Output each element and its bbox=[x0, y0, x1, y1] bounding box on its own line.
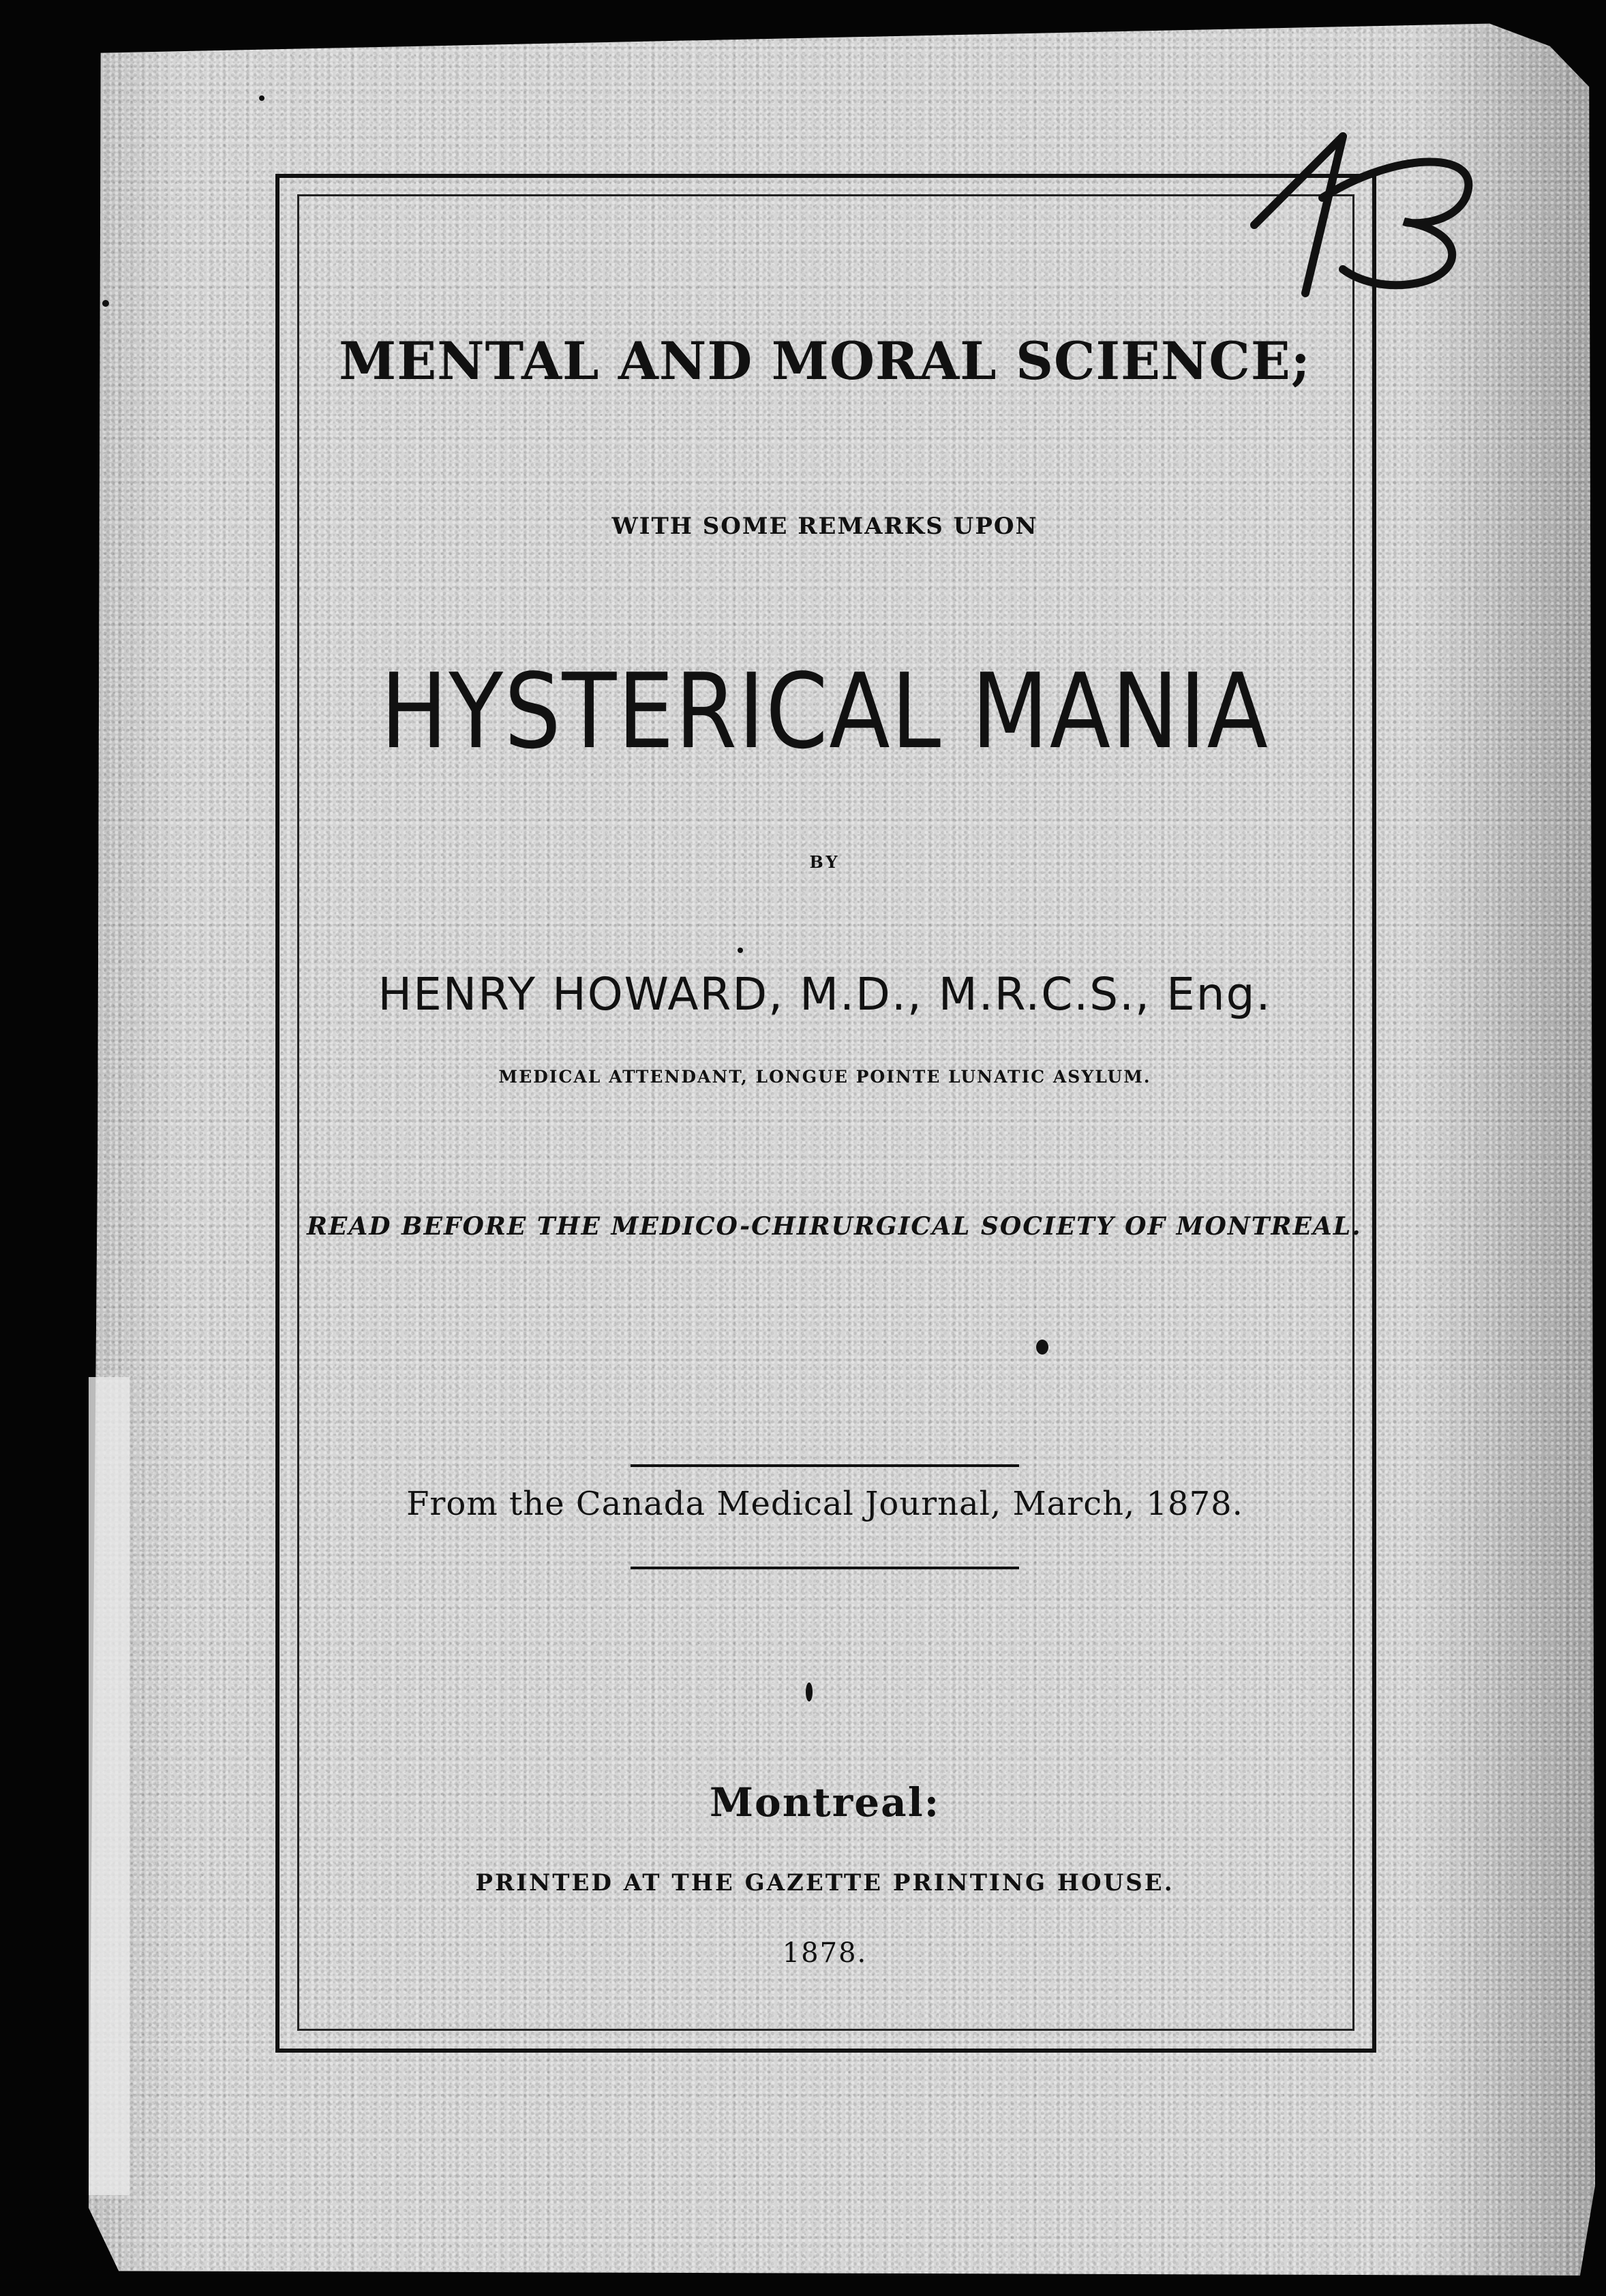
ink-speck bbox=[259, 95, 264, 101]
main-title: HYSTERICAL MANIA bbox=[380, 651, 1269, 772]
printer-line: PRINTED AT THE GAZETTE PRINTING HOUSE. bbox=[475, 1869, 1175, 1897]
ink-speck bbox=[102, 300, 109, 307]
place-of-publication: Montreal: bbox=[709, 1779, 941, 1826]
divider-rule-top bbox=[631, 1464, 1019, 1467]
author-position: MEDICAL ATTENDANT, LONGUE POINTE LUNATIC ASYLUM. bbox=[498, 1067, 1151, 1087]
author-name: HENRY HOWARD, M.D., M.R.C.S., Eng. bbox=[378, 968, 1272, 1021]
title-line: MENTAL AND MORAL SCIENCE; bbox=[339, 331, 1311, 391]
publication-year: 1878. bbox=[782, 1937, 868, 1969]
divider-rule-bottom bbox=[631, 1567, 1019, 1569]
ink-speck bbox=[806, 1682, 813, 1702]
handwritten-catalog-mark bbox=[1241, 123, 1513, 307]
source-citation: From the Canada Medical Journal, March, 1878. bbox=[406, 1485, 1243, 1523]
inner-border-frame bbox=[297, 194, 1362, 2031]
torn-edge-strip bbox=[89, 1377, 130, 2195]
ink-speck bbox=[738, 948, 743, 953]
read-before-note: READ BEFORE THE MEDICO-CHIRURGICAL SOCIETY OF MONTREAL. bbox=[307, 1212, 1362, 1241]
by-line: BY bbox=[809, 852, 840, 872]
ink-speck bbox=[1036, 1340, 1048, 1355]
subtitle-line: WITH SOME REMARKS UPON bbox=[611, 513, 1038, 540]
